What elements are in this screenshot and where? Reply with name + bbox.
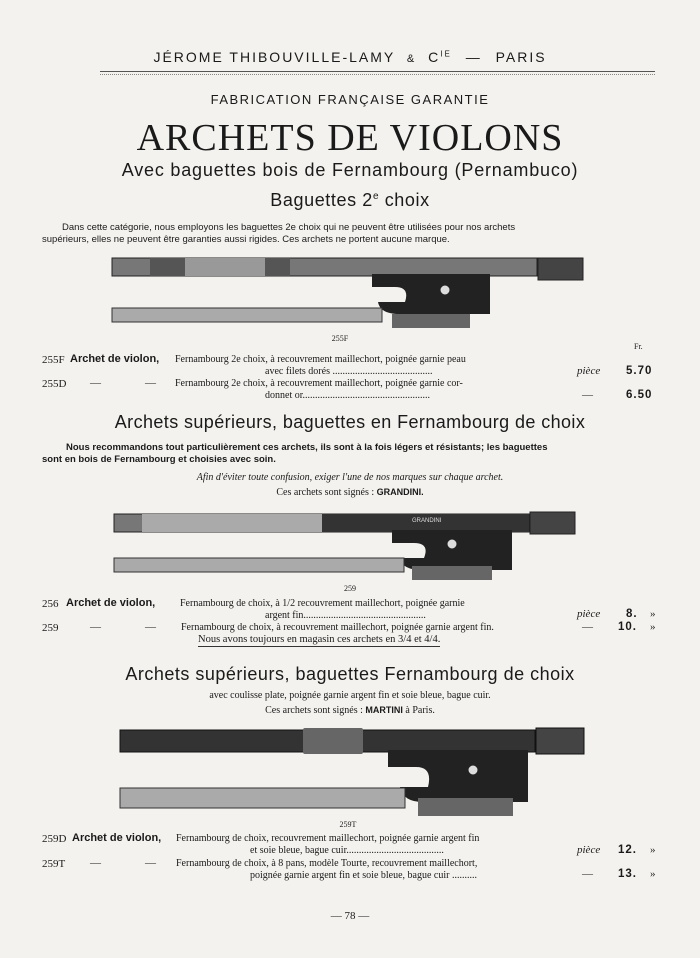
item-unit: — [582,868,593,880]
section1-heading [0,190,700,211]
page-header [0,49,700,65]
item-number: 256 [42,598,59,610]
bow1-frog [372,274,490,314]
bow1-caption: 255F [331,334,349,343]
item-description-cont: avec filets dorés ........................................ [265,366,433,377]
item-number: 255F [42,354,65,366]
section1-heading-end: choix [379,190,430,210]
section1-heading-sup: e [372,191,380,202]
item-price: 8. [626,608,638,620]
item-description: Fernambourg de choix, à 1/2 recouvrement maillechort, poignée garnie [180,598,465,609]
bow2-stamp: GRANDINI [412,518,442,524]
ditto-dash: — [90,857,101,869]
item-unit: pièce [577,608,601,620]
section2-heading: Archets supérieurs, baguettes en Fernambourg de choix [114,412,586,432]
section3-line1: avec coulisse plate, poignée garnie argent fin et soie bleue, bague cuir. [209,690,491,701]
bow1-hair [112,308,382,322]
item-unit: pièce [577,844,601,856]
item-number: 259D [42,833,67,845]
bow2-eye [447,539,457,549]
ditto-dash: — [145,377,156,389]
item-description-cont: argent fin................................................. [265,610,426,621]
item-label: Archet de violon, [70,353,160,365]
currency-label: Fr. [634,342,643,351]
item-number: 255D [42,378,67,390]
price-mark: » [650,868,656,880]
bow3-caption: 259T [339,820,357,829]
signed-mark: MARTINI [365,705,403,715]
item-unit: pièce [577,365,601,377]
cie: C [428,49,441,65]
section2-intro-line1: Nous recommandons tout particulièrement ces archets, ils sont à la fois légers et résistants; les baguettes [66,442,548,453]
section1-intro-line2: supérieurs, elles ne peuvent être garanties aussi rigides. Ces archets ne portent aucune marque. [42,234,450,245]
page-number: — 78 — [330,910,370,922]
bow2-button [530,512,575,534]
price-mark: » [650,844,656,856]
city-name: PARIS [495,49,547,65]
item-description-cont: poignée garnie argent fin et soie bleue, bague cuir .......... [250,870,477,881]
bow3-ferrule [418,798,513,816]
bow-image-259 [112,508,582,586]
section1-intro-line1: Dans cette catégorie, nous employons les baguettes 2e choix qui ne peuvent être utilisées pour nos archets [62,222,516,233]
item-description: Fernambourg de choix, à 8 pans, modèle Tourte, recouvrement maillechort, [176,858,478,869]
item-price: 10. [618,621,637,633]
item-label: Archet de violon, [66,597,156,609]
header-rule [100,71,655,72]
price-mark: » [650,621,656,633]
subheader: FABRICATION FRANÇAISE GARANTIE [210,92,490,107]
bow-image-255f [110,252,590,332]
item-price: 5.70 [626,365,653,377]
page-subtitle: Avec baguettes bois de Fernambourg (Pernambuco) [121,160,579,180]
section1-heading-main: Baguettes 2 [270,190,373,210]
bow2-ferrule [412,566,492,580]
section3-heading: Archets supérieurs, baguettes Fernambourg de choix [125,664,575,684]
bow2-frog [392,530,512,570]
bow2-hair [114,558,404,572]
ditto-dash: — [90,621,101,633]
section2-intro-line2: sont en bois de Fernambourg et choisies avec soin. [42,454,276,465]
section2-footnote: Nous avons toujours en magasin ces archets en 3/4 et 4/4. [198,634,441,645]
bow2-wrap [142,514,322,532]
item-description: Fernambourg 2e choix, à recouvrement maillechort, poignée garnie peau [175,354,466,365]
header-separator: — [465,49,482,65]
item-label: Archet de violon, [72,832,162,844]
section3-signed [0,705,700,716]
signed-mark: GRANDINI. [376,487,424,497]
signed-suffix: à Paris. [405,705,435,716]
section1-intro [42,222,662,246]
bow3-button [536,728,584,754]
cie-sup: IE [440,49,452,59]
company-name: JÉROME THIBOUVILLE-LAMY [153,49,395,65]
bow3-eye [468,765,478,775]
item-number: 259 [42,622,59,634]
bow1-grip [185,258,265,276]
item-description: Fernambourg de choix, à recouvrement maillechort, poignée garnie argent fin. [181,622,494,633]
signed-prefix: Ces archets sont signés : [265,705,363,716]
item-unit: — [582,389,593,401]
item-description: Fernambourg 2e choix, à recouvrement maillechort, poignée garnie cor- [175,378,463,389]
amp: & [406,53,417,65]
item-number: 259T [42,858,66,870]
ditto-dash: — [145,857,156,869]
item-price: 6.50 [626,389,653,401]
page-title: ARCHETS DE VIOLONS [136,117,564,159]
bow1-button [538,258,583,280]
item-unit: — [582,621,593,633]
bow3-frog [388,750,528,802]
item-price: 12. [618,844,637,856]
section2-signed [0,487,700,498]
bow-image-259t [118,722,593,822]
bow3-hair [120,788,405,808]
item-description: Fernambourg de choix, recouvrement maillechort, poignée garnie argent fin [176,833,480,844]
ditto-dash: — [90,377,101,389]
ditto-dash: — [145,621,156,633]
header-rule-dotted [100,74,655,75]
item-price: 13. [618,868,637,880]
bow3-grip [303,728,363,754]
bow2-caption: 259 [344,584,356,593]
section2-note: Afin d'éviter toute confusion, exiger l'une de nos marques sur chaque archet. [196,472,504,483]
section2-intro [42,442,662,466]
signed-prefix: Ces archets sont signés : [276,487,375,498]
price-mark: » [650,608,656,620]
item-description-cont: donnet or................................................... [265,390,430,401]
bow1-eye [440,285,450,295]
bow1-ferrule [392,314,470,328]
item-description-cont: et soie bleue, bague cuir....................................... [250,845,444,856]
